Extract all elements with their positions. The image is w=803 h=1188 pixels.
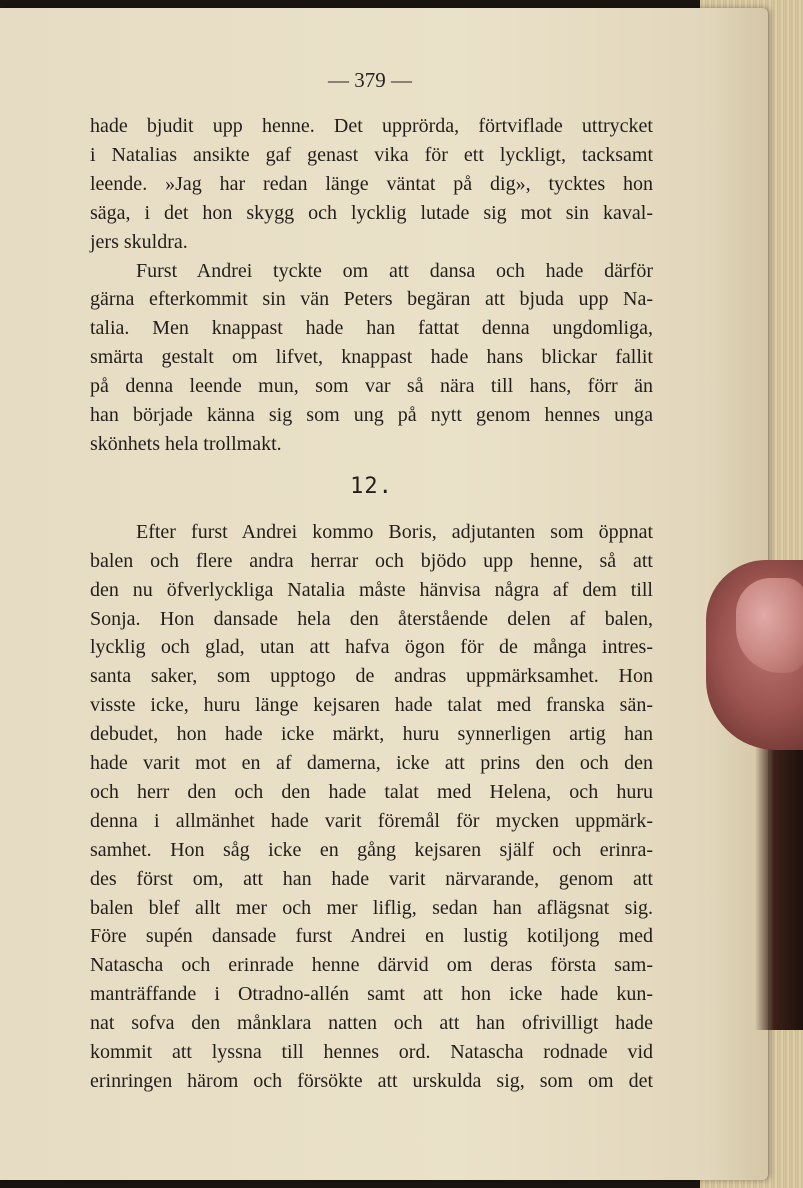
text-line: Före supén dansade furst Andrei en lustig kotiljong med	[90, 925, 653, 948]
thumbnail	[736, 578, 803, 673]
chapter-heading: 12.	[350, 473, 393, 499]
text-line: visste icke, huru länge kejsaren hade talat med franska sän-	[90, 694, 653, 717]
text-line: kommit att lyssna till hennes ord. Natascha rodnade vid	[90, 1041, 653, 1064]
text-line: Efter furst Andrei kommo Boris, adjutanten som öppnat	[136, 520, 653, 543]
page-text	[90, 112, 653, 1096]
text-line: leende. »Jag har redan länge väntat på dig», tycktes hon	[90, 172, 653, 195]
text-line: han började känna sig som ung på nytt genom hennes unga	[90, 404, 653, 427]
text-line: samhet. Hon såg icke en gång kejsaren själf och erinra-	[90, 838, 653, 861]
text-line: Natascha och erinrade henne därvid om deras första sam-	[90, 954, 653, 977]
text-line: des först om, att han hade varit närvarande, genom att	[90, 867, 653, 890]
text-line: debudet, hon hade icke märkt, huru synnerligen artig han	[90, 723, 653, 746]
paragraph-3	[90, 518, 653, 1096]
text-line: jers skuldra.	[90, 230, 188, 253]
text-line: hade varit mot en af damerna, icke att prins den och den	[90, 752, 653, 775]
text-line: i Natalias ansikte gaf genast vika för ett lyckligt, tacksamt	[90, 143, 653, 166]
text-line: hade bjudit upp henne. Det upprörda, förtviflade uttrycket	[90, 115, 653, 137]
text-line: smärta gestalt om lifvet, knappast hade hans blickar fallit	[90, 346, 653, 369]
text-line: balen blef allt mer och mer liflig, sedan han aflägsnat sig.	[90, 896, 653, 919]
text-line: lycklig och glad, utan att hafva ögon för de många intres-	[90, 636, 653, 659]
text-line: nat sofva den månklara natten och att han ofrivilligt hade	[90, 1012, 653, 1035]
paragraph-2	[90, 257, 653, 459]
text-line: denna i allmänhet hade varit föremål för mycken uppmärk-	[90, 809, 653, 832]
text-line: manträffande i Otradno-allén samt att hon icke hade kun-	[90, 983, 653, 1006]
book-page	[0, 8, 768, 1180]
text-line: balen och flere andra herrar och bjödo upp henne, så att	[90, 549, 653, 572]
text-line: talia. Men knappast hade han fattat denna ungdomliga,	[90, 317, 653, 340]
text-line: säga, i det hon skygg och lycklig lutade sig mot sin kaval-	[90, 201, 653, 224]
thumb-holding-page	[706, 560, 803, 750]
text-line: skönhets hela trollmakt.	[90, 432, 282, 455]
text-line: Furst Andrei tyckte om att dansa och hade därför	[136, 259, 653, 282]
text-line: på denna leende mun, som var så nära till hans, förr än	[90, 375, 653, 398]
text-line: den nu öfverlyckliga Natalia måste hänvisa några af dem till	[90, 578, 653, 601]
text-line: gärna efterkommit sin vän Peters begäran att bjuda upp Na-	[90, 288, 653, 311]
text-line: Sonja. Hon dansade hela den återstående delen af balen,	[90, 607, 653, 630]
text-line: och herr den och den hade talat med Helena, och huru	[90, 780, 653, 803]
text-line: santa saker, som upptogo de andras uppmärksamhet. Hon	[90, 665, 653, 688]
page-number: — 379 —	[328, 68, 412, 92]
text-line: erinringen härom och försökte att urskulda sig, som om det	[90, 1070, 653, 1092]
paragraph-1	[90, 112, 653, 257]
